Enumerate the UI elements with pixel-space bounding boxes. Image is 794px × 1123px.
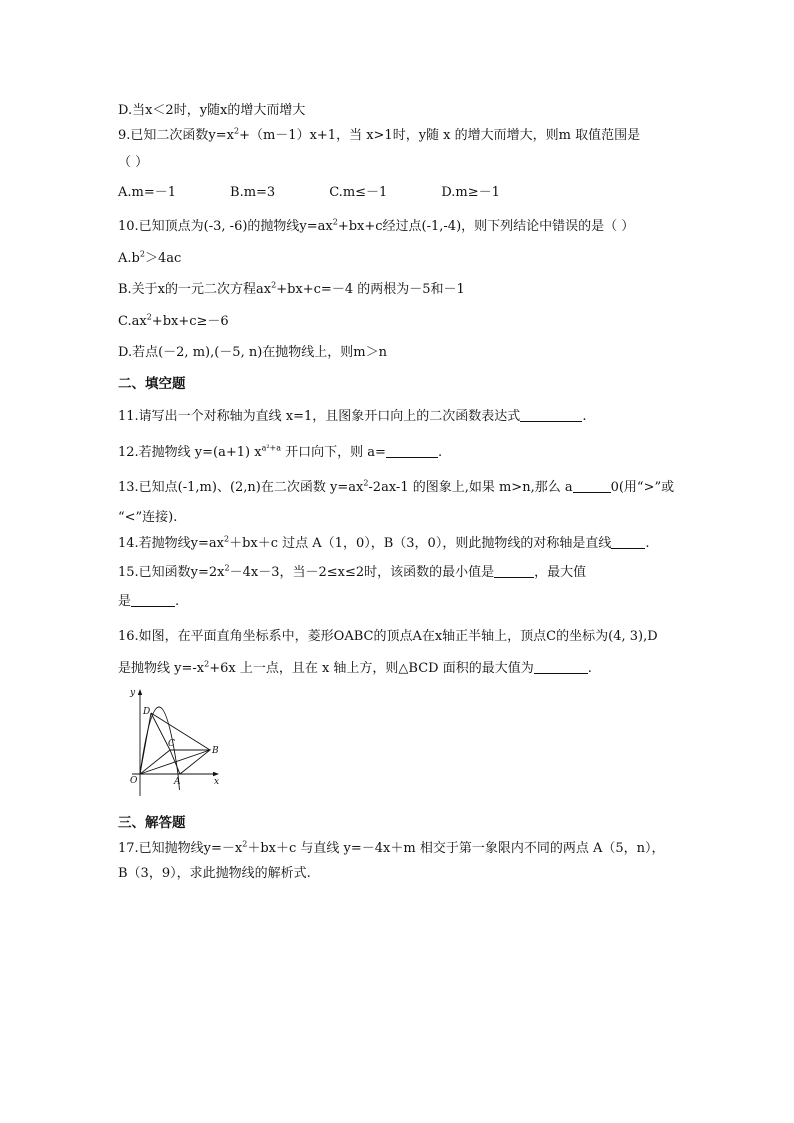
x-axis-arrow xyxy=(213,772,219,776)
q9-sup: 2 xyxy=(233,126,240,136)
q16-figure xyxy=(112,684,224,800)
q11-text: 11.请写出一个对称轴为直线 x=1，且图象开口向上的二次函数表达式 xyxy=(118,409,521,424)
q12-blank[interactable] xyxy=(386,445,438,458)
q10-option-c-a: C.ax xyxy=(118,314,147,329)
q10-option-b xyxy=(118,281,465,299)
q17-text-b: ＋bx＋c 与直线 y=－4x＋m 相交于第一象限内不同的两点 A（5，n）， xyxy=(247,841,665,856)
q17-line1 xyxy=(118,840,665,858)
segment-db xyxy=(151,713,210,750)
q15-text-b: －4x－3，当－2≤x≤2时，该函数的最小值是 xyxy=(229,565,495,580)
q10-stem-a: 10.已知顶点为(-3, -6)的抛物线y=ax xyxy=(118,219,333,234)
q10-stem-b: +bx+c经过点(-1,-4)，则下列结论中错误的是（ ） xyxy=(337,219,635,234)
q10-option-c xyxy=(118,313,229,331)
q17-line2: B（3，9），求此抛物线的解析式. xyxy=(118,866,311,881)
q10-option-c-sup: 2 xyxy=(146,312,152,322)
label-c: C xyxy=(168,739,175,749)
q15-text-c: ，最大值 xyxy=(534,565,587,580)
section-fill-in-heading: 二、填空题 xyxy=(118,376,186,392)
q13-line2: “<”连接). xyxy=(118,510,178,525)
label-o: O xyxy=(130,776,138,786)
q9-option-c: C.m≤－1 xyxy=(329,185,388,200)
q13-text-c: 0(用“>”或 xyxy=(610,480,675,495)
q12-text-a: 12.若抛物线 y=(a+1) x xyxy=(118,445,262,460)
q12 xyxy=(118,444,442,462)
q12-exponent: a²+a xyxy=(261,443,282,453)
q9-option-d: D.m≥－1 xyxy=(441,185,500,200)
q10-option-b-a: B.关于x的一元二次方程ax xyxy=(118,282,272,297)
q10-option-a-sup: 2 xyxy=(139,249,145,259)
q10-option-d: D.若点(－2, m),(－5, n)在抛物线上，则m＞n xyxy=(118,345,387,360)
q14 xyxy=(118,535,649,553)
label-d: D xyxy=(143,707,151,717)
q10-option-b-b: +bx+c=－4 的两根为－5和－1 xyxy=(276,282,465,297)
q8-option-d: D.当x＜2时，y随x的增大而增大 xyxy=(118,103,306,118)
q13-text-b: -2ax-1 的图象上,如果 m>n,那么 a xyxy=(368,480,573,495)
label-y: y xyxy=(130,688,136,698)
segment-do xyxy=(140,713,151,774)
q10-stem xyxy=(118,218,634,236)
q15-line1 xyxy=(118,564,586,582)
q15-line2 xyxy=(118,593,179,611)
q16-line2 xyxy=(118,660,592,678)
q13-sup: 2 xyxy=(363,478,369,488)
q9-option-a: A.m=－1 xyxy=(118,185,177,200)
q10-option-a xyxy=(118,250,181,268)
label-b: B xyxy=(212,746,219,756)
q16-end: . xyxy=(587,661,592,676)
q9-answer-paren: （ ） xyxy=(118,155,149,170)
q14-text-a: 14.若抛物线y=ax xyxy=(118,536,224,551)
q15-blank-min[interactable] xyxy=(494,565,534,578)
q13-line1 xyxy=(118,479,674,497)
label-a: A xyxy=(174,777,181,787)
q15-end: . xyxy=(175,594,180,609)
y-axis-arrow xyxy=(138,689,142,695)
q12-end: . xyxy=(437,445,443,460)
q15-text-a: 15.已知函数y=2x xyxy=(118,565,225,580)
q9-stem xyxy=(118,127,640,145)
label-x: x xyxy=(214,777,220,787)
section-solve-heading: 三、解答题 xyxy=(118,815,186,831)
q14-text-b: ＋bx＋c 过点 A（1，0），B（3，0），则此抛物线的对称轴是直线 xyxy=(229,536,612,551)
q14-sup: 2 xyxy=(224,534,230,544)
q10-option-a-a: A.b xyxy=(118,251,140,266)
q14-blank[interactable] xyxy=(611,536,645,549)
q10-option-b-sup: 2 xyxy=(271,280,277,290)
q11-blank[interactable] xyxy=(520,409,582,422)
q9-stem-b: +（m－1）x+1，当 x>1时，y随 x 的增大而增大，则m 取值范围是 xyxy=(239,128,641,143)
q10-option-a-b: ＞4ac xyxy=(144,251,182,266)
q16-blank[interactable] xyxy=(534,661,588,674)
q13-text-a: 13.已知点(-1,m)、(2,n)在二次函数 y=ax xyxy=(118,480,364,495)
q11 xyxy=(118,408,586,426)
q11-end: . xyxy=(582,409,587,424)
q13-blank[interactable] xyxy=(573,480,611,493)
q9-options xyxy=(118,184,500,202)
q17-sup: 2 xyxy=(242,839,248,849)
q9-option-b: B.m=3 xyxy=(230,185,276,200)
q15-blank-max[interactable] xyxy=(131,594,175,607)
q15-line2-a: 是 xyxy=(118,594,132,609)
q16-text-c: +6x 上一点，且在 x 轴上方，则△BCD 面积的最大值为 xyxy=(209,661,534,676)
q10-option-c-b: +bx+c≥－6 xyxy=(151,314,229,329)
q9-stem-a: 9.已知二次函数y=x xyxy=(118,128,234,143)
q12-text-b: 开口向下，则 a= xyxy=(281,445,386,460)
q15-sup: 2 xyxy=(224,563,230,573)
q10-sup: 2 xyxy=(332,217,338,227)
q17-text-a: 17.已知抛物线y=－x xyxy=(118,841,243,856)
q14-end: . xyxy=(645,536,650,551)
q16-text-b: 是抛物线 y=-x xyxy=(118,661,205,676)
q16-line1: 16.如图，在平面直角坐标系中，菱形OABC的顶点A在x轴正半轴上，顶点C的坐标为(4, 3),D xyxy=(118,629,658,644)
q16-sup: 2 xyxy=(204,659,210,669)
